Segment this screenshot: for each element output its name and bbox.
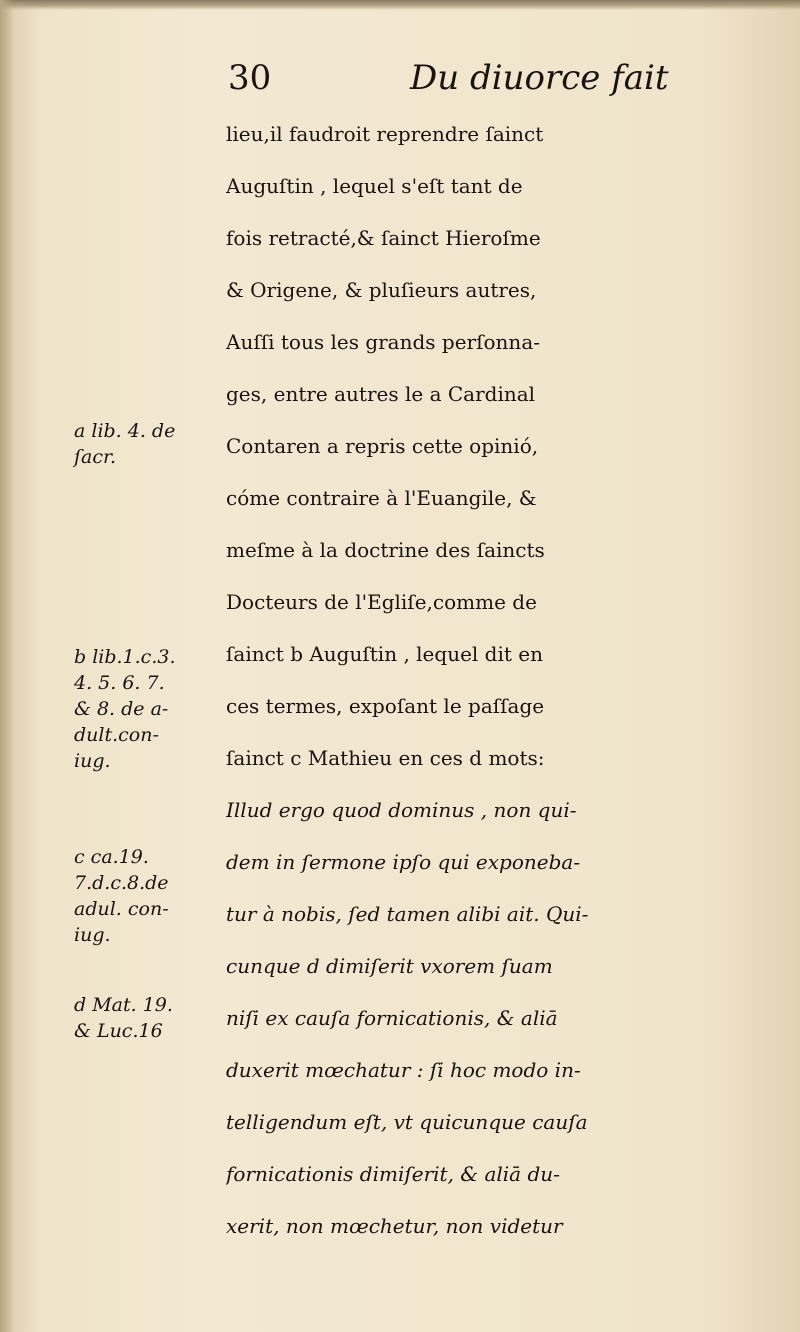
- margin-note-line: b lib.1.c.3.: [74, 646, 176, 668]
- page-number: 30: [228, 58, 272, 98]
- latin-quote-line: telligendum eſt, vt quicunque cauſa: [226, 1110, 588, 1134]
- margin-note-line: & 8. de a-: [74, 698, 169, 720]
- binding-shadow: [0, 0, 14, 1332]
- margin-note-c: [74, 844, 224, 948]
- page-header: [228, 58, 768, 108]
- margin-note-line: iug.: [74, 750, 111, 772]
- margin-note-line: d Mat. 19.: [74, 994, 173, 1016]
- body-text: [226, 108, 786, 1252]
- text-line: & Origene, & pluſieurs autres,: [226, 278, 537, 302]
- latin-quote-line: Illud ergo quod dominus , non qui-: [226, 798, 577, 822]
- latin-quote-line: xerit, non mœchetur, non videtur: [226, 1214, 563, 1238]
- margin-note-d: [74, 992, 224, 1044]
- latin-quote-line: niſi ex cauſa fornicationis, & aliā: [226, 1006, 558, 1030]
- text-line: cóme contraire à l'Euangile, &: [226, 486, 537, 510]
- margin-note-line: & Luc.16: [74, 1020, 163, 1042]
- text-line: meſme à la doctrine des ſaincts: [226, 538, 545, 562]
- text-line: ſainct c Mathieu en ces d mots:: [226, 746, 545, 770]
- margin-note-b: [74, 644, 224, 774]
- text-line: ſainct b Auguſtin , lequel dit en: [226, 642, 543, 666]
- text-line: ges, entre autres le a Cardinal: [226, 382, 536, 406]
- margin-note-line: 4. 5. 6. 7.: [74, 672, 165, 694]
- text-line: lieu,il faudroit reprendre ſainct: [226, 122, 544, 146]
- margin-note-line: ſacr.: [74, 446, 117, 468]
- text-line: Contaren a repris cette opinió,: [226, 434, 539, 458]
- latin-quote-line: cunque d dimiſerit vxorem ſuam: [226, 954, 553, 978]
- text-line: Docteurs de l'Egliſe,comme de: [226, 590, 537, 614]
- margin-note-line: dult.con-: [74, 724, 159, 746]
- margin-note-line: c ca.19.: [74, 846, 149, 868]
- latin-quote-line: duxerit mœchatur : ſi hoc modo in-: [226, 1058, 581, 1082]
- running-title: Du diuorce fait: [410, 58, 669, 98]
- latin-quote-line: fornicationis dimiſerit, & aliā du-: [226, 1162, 560, 1186]
- text-line: ces termes, expoſant le paſſage: [226, 694, 545, 718]
- text-line: Auſſi tous les grands perſonna-: [226, 330, 540, 354]
- latin-quote-line: dem in ſermone ipſo qui exponeba-: [226, 850, 581, 874]
- latin-quote-line: tur à nobis, ſed tamen alibi ait. Qui-: [226, 902, 589, 926]
- page-top-edge: [0, 0, 800, 10]
- margin-note-line: adul. con-: [74, 898, 169, 920]
- text-line: fois retracté,& ſainct Hieroſme: [226, 226, 541, 250]
- margin-note-line: iug.: [74, 924, 111, 946]
- text-line: Auguſtin , lequel s'eſt tant de: [226, 174, 523, 198]
- margin-note-a: [74, 418, 224, 470]
- margin-note-line: a lib. 4. de: [74, 420, 176, 442]
- margin-note-line: 7.d.c.8.de: [74, 872, 169, 894]
